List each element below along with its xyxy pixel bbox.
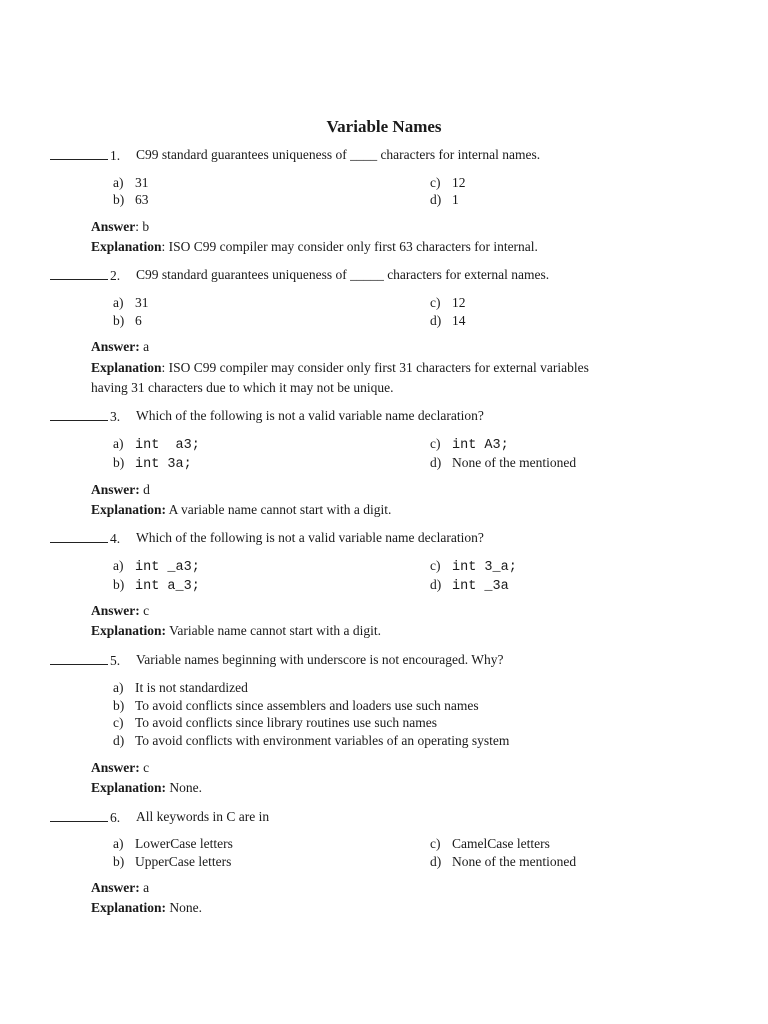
option-c: c) To avoid conflicts since library routines use such names [113, 715, 437, 730]
option-b: b) int a_3; [113, 577, 200, 594]
option-a: a) LowerCase letters [113, 836, 233, 851]
explanation-line: Explanation: None. [91, 900, 203, 915]
answer-line: Answer: c [91, 603, 150, 618]
answer-blank[interactable] [50, 407, 108, 421]
answer-line: Answer: c [91, 760, 150, 775]
answer-blank[interactable] [50, 529, 108, 543]
option-b: b) UpperCase letters [113, 854, 232, 869]
option-a: a) 31 [113, 175, 149, 190]
explanation-line: Explanation: Variable name cannot start with a digit. [91, 623, 381, 638]
explanation-line: Explanation: ISO C99 compiler may consider only first 63 characters for internal. [91, 239, 538, 254]
question-5-stem [50, 651, 120, 670]
explanation-line: Explanation: None. [91, 780, 203, 795]
question-6-stem [50, 808, 120, 827]
question-number: 6. [110, 810, 121, 825]
option-d: d) To avoid conflicts with environment variables of an operating system [113, 733, 510, 748]
option-c: c) int 3_a; [430, 558, 517, 575]
option-b: b) 63 [113, 192, 149, 207]
question-number: 3. [110, 409, 121, 424]
question-2-stem [50, 266, 120, 285]
option-c: c) 12 [430, 175, 466, 190]
answer-line: Answer: d [91, 482, 150, 497]
option-b: b) 6 [113, 313, 142, 328]
answer-blank[interactable] [50, 651, 108, 665]
option-a: a) int a3; [113, 436, 200, 453]
question-text: Which of the following is not a valid variable name declaration? [136, 530, 484, 545]
explanation-line: Explanation: A variable name cannot start with a digit. [91, 502, 392, 517]
explanation-continuation: having 31 characters due to which it may not be unique. [91, 380, 394, 395]
question-text: Which of the following is not a valid variable name declaration? [136, 408, 484, 423]
option-a: a) int _a3; [113, 558, 200, 575]
answer-blank[interactable] [50, 808, 108, 822]
option-a: a) It is not standardized [113, 680, 248, 695]
answer-blank[interactable] [50, 266, 108, 280]
option-b: b) int 3a; [113, 455, 192, 472]
question-number: 2. [110, 268, 121, 283]
question-text: C99 standard guarantees uniqueness of ____ characters for internal names. [136, 147, 541, 162]
question-number: 5. [110, 653, 121, 668]
option-d: d) None of the mentioned [430, 455, 577, 470]
answer-blank[interactable] [50, 146, 108, 160]
question-number: 4. [110, 531, 121, 546]
question-3-stem [50, 407, 120, 426]
question-number: 1. [110, 148, 121, 163]
question-text: All keywords in C are in [136, 809, 270, 824]
option-c: c) int A3; [430, 436, 509, 453]
option-b: b) To avoid conflicts since assemblers and loaders use such names [113, 698, 479, 713]
option-a: a) 31 [113, 295, 149, 310]
option-c: c) CamelCase letters [430, 836, 550, 851]
answer-line: Answer: a [91, 339, 150, 354]
option-d: d) int _3a [430, 577, 509, 594]
question-4-stem [50, 529, 120, 548]
option-c: c) 12 [430, 295, 466, 310]
page-title: Variable Names [326, 117, 442, 136]
option-d: d) 1 [430, 192, 459, 207]
answer-line: Answer: b [91, 219, 150, 234]
option-d: d) None of the mentioned [430, 854, 577, 869]
question-text: Variable names beginning with underscore is not encouraged. Why? [136, 652, 504, 667]
answer-line: Answer: a [91, 880, 150, 895]
option-d: d) 14 [430, 313, 466, 328]
question-1-stem [50, 146, 120, 165]
question-text: C99 standard guarantees uniqueness of _____ characters for external names. [136, 267, 550, 282]
explanation-line: Explanation: ISO C99 compiler may consider only first 31 characters for external variables [91, 360, 589, 375]
